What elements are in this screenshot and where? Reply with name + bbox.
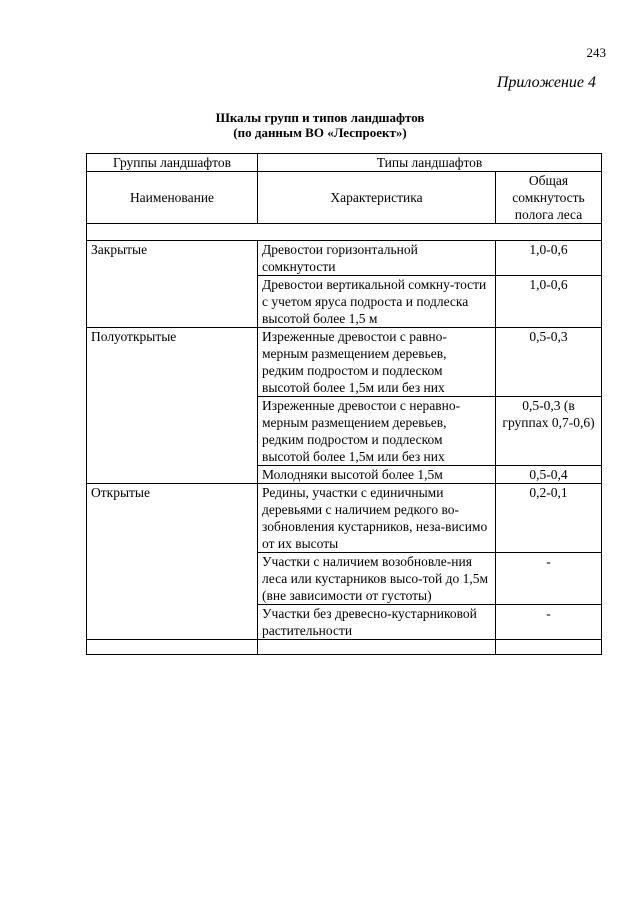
spacer-row (87, 224, 602, 241)
closure-cell: 1,0-0,6 (496, 276, 602, 328)
characteristic-cell: Изреженные древостои с неравно-мерным размещением деревьев, редким подростом и подлеском высотой более 1,5м или без них (258, 397, 496, 466)
table-row (87, 328, 602, 397)
table-row (87, 484, 602, 553)
characteristic-cell: Древостои горизонтальной сомкнутости (258, 241, 496, 276)
empty-row (87, 640, 602, 655)
characteristic-cell: Редины, участки с единичными деревьями с наличием редкого во-зобновления кустарников, неза-висимо от их высоты (258, 484, 496, 553)
characteristic-cell: Изреженные древостои с равно-мерным размещением деревьев, редким подростом и подлеском высотой более 1,5м или без них (258, 328, 496, 397)
header-name: Наименование (87, 172, 258, 224)
page-number: 243 (586, 45, 606, 60)
characteristic-cell: Участки без древесно-кустарниковой растительности (258, 605, 496, 640)
closure-cell: 0,5-0,4 (496, 466, 602, 484)
header-closure: Общая сомкнутость полога леса (496, 172, 602, 224)
header-row-1 (87, 154, 602, 172)
closure-cell: 1,0-0,6 (496, 241, 602, 276)
characteristic-cell: Древостои вертикальной сомкну-тости с учетом яруса подроста и подлеска высотой более 1,5 м (258, 276, 496, 328)
closure-cell: 0,5-0,3 (в группах 0,7-0,6) (496, 397, 602, 466)
closure-cell: - (496, 605, 602, 640)
landscape-table (86, 153, 602, 655)
table-row (87, 241, 602, 276)
closure-cell: - (496, 553, 602, 605)
table-title (0, 110, 640, 140)
table-title-line-2: (по данным ВО «Леспроект») (233, 125, 407, 140)
table-title-line-1: Шкалы групп и типов ландшафтов (215, 110, 425, 125)
characteristic-cell: Участки с наличием возобновле-ния леса или кустарников высо-той до 1,5м (вне зависимости от густоты) (258, 553, 496, 605)
header-row-2 (87, 172, 602, 224)
group-cell: Полуоткрытые (87, 328, 258, 484)
header-characteristic: Характеристика (258, 172, 496, 224)
group-cell: Закрытые (87, 241, 258, 328)
appendix-label: Приложение 4 (496, 74, 596, 91)
header-types: Типы ландшафтов (258, 154, 602, 172)
closure-cell: 0,5-0,3 (496, 328, 602, 397)
header-groups: Группы ландшафтов (87, 154, 258, 172)
characteristic-cell: Молодняки высотой более 1,5м (258, 466, 496, 484)
group-cell: Открытые (87, 484, 258, 640)
closure-cell: 0,2-0,1 (496, 484, 602, 553)
